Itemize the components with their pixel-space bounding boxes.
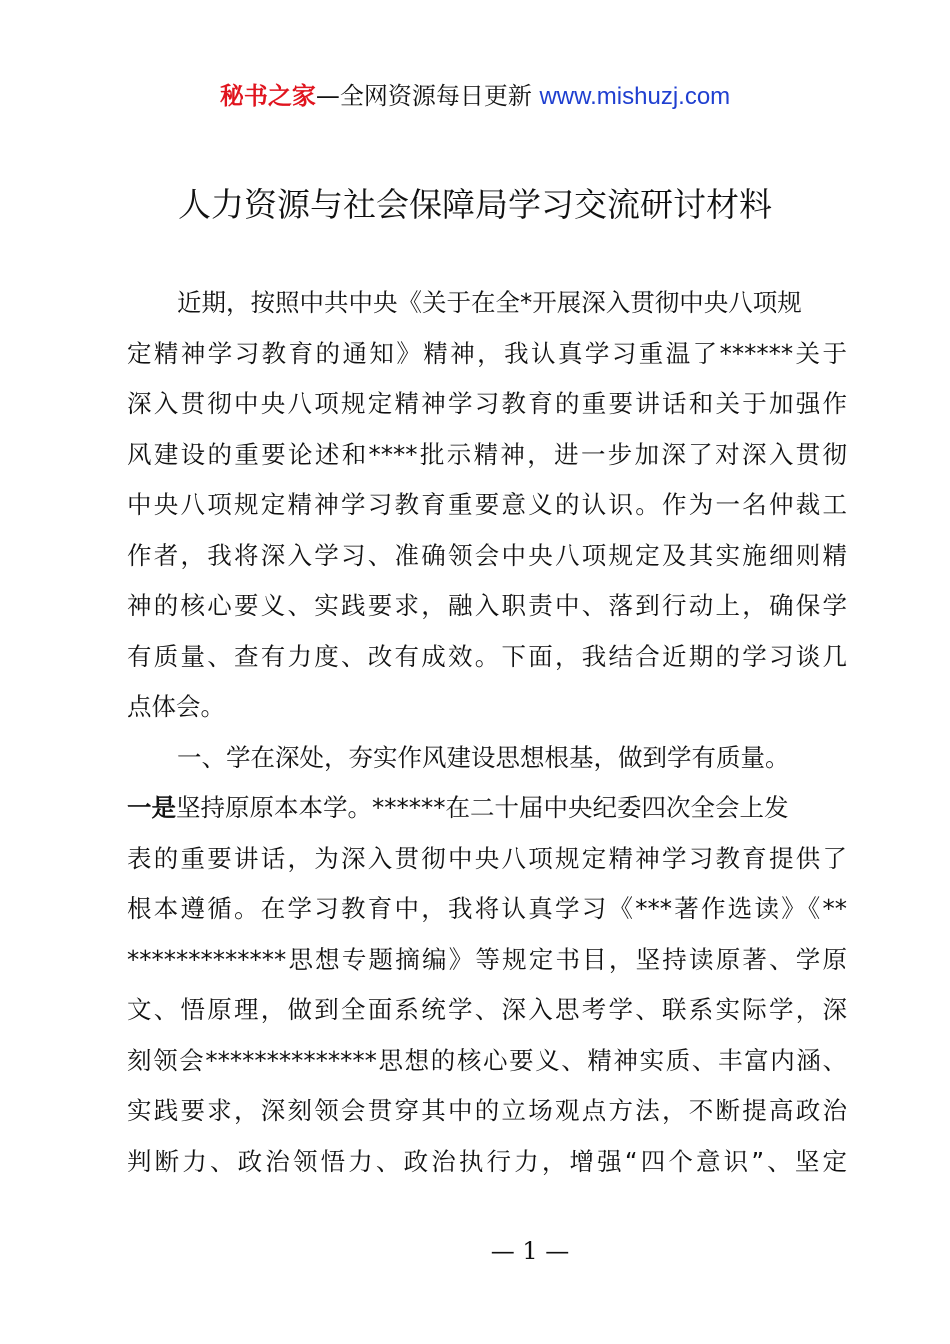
site-header <box>0 80 950 113</box>
paragraph-line: 点体会。 <box>127 692 225 721</box>
paragraph-line: 判断力、政治领悟力、政治执行力，增强“四个意识”、坚定 <box>127 1146 847 1176</box>
header-tagline: —全网资源每日更新 <box>315 82 532 110</box>
paragraph-line: 作者，我将深入学习、准确领会中央八项规定及其实施细则精 <box>127 540 847 570</box>
page-number: — 1 — <box>490 1237 570 1265</box>
paragraph-line: 根本遵循。在学习教育中，我将认真学习《***著作选读》《** <box>127 894 847 923</box>
paragraph-line: *************思想专题摘编》等规定书目，坚持读原著、学原 <box>127 944 847 974</box>
section-heading: 一、学在深处，夯实作风建设思想根基，做到学有质量。 <box>177 742 790 772</box>
paragraph-line: 风建设的重要论述和****批示精神，进一步加深了对深入贯彻 <box>127 439 847 469</box>
paragraph-line: 深入贯彻中央八项规定精神学习教育的重要讲话和关于加强作 <box>127 389 847 418</box>
paragraph-line: 定精神学习教育的通知》精神，我认真学习重温了******关于 <box>127 338 847 368</box>
paragraph-line: 表的重要讲话，为深入贯彻中央八项规定精神学习教育提供了 <box>127 843 847 873</box>
document-title: 人力资源与社会保障局学习交流研讨材料 <box>178 185 772 224</box>
bold-lead-text: 一是 <box>127 793 176 822</box>
paragraph-line: 神的核心要义、实践要求，融入职责中、落到行动上，确保学 <box>127 591 847 620</box>
site-url-link[interactable]: www.mishuzj.com <box>539 83 731 110</box>
document-body <box>127 278 847 1187</box>
paragraph-line-with-lead <box>127 783 847 834</box>
brand-name: 秘书之家 <box>219 82 316 110</box>
paragraph-line: 近期，按照中共中央《关于在全*开展深入贯彻中央八项规 <box>177 288 802 317</box>
paragraph-line-rest: 坚持原原本本学。******在二十届中央纪委四次全会上发 <box>176 793 789 822</box>
paragraph-line: 中央八项规定精神学习教育重要意义的认识。作为一名仲裁工 <box>127 490 847 519</box>
paragraph-line: 有质量、查有力度、改有成效。下面，我结合近期的学习谈几 <box>127 641 847 671</box>
paragraph-line: 实践要求，深刻领会贯穿其中的立场观点方法，不断提高政治 <box>127 1096 847 1125</box>
paragraph-line: 文、悟原理，做到全面系统学、深入思考学、联系实际学，深 <box>127 995 847 1024</box>
paragraph-line: 刻领会**************思想的核心要义、精神实质、丰富内涵、 <box>127 1045 847 1075</box>
